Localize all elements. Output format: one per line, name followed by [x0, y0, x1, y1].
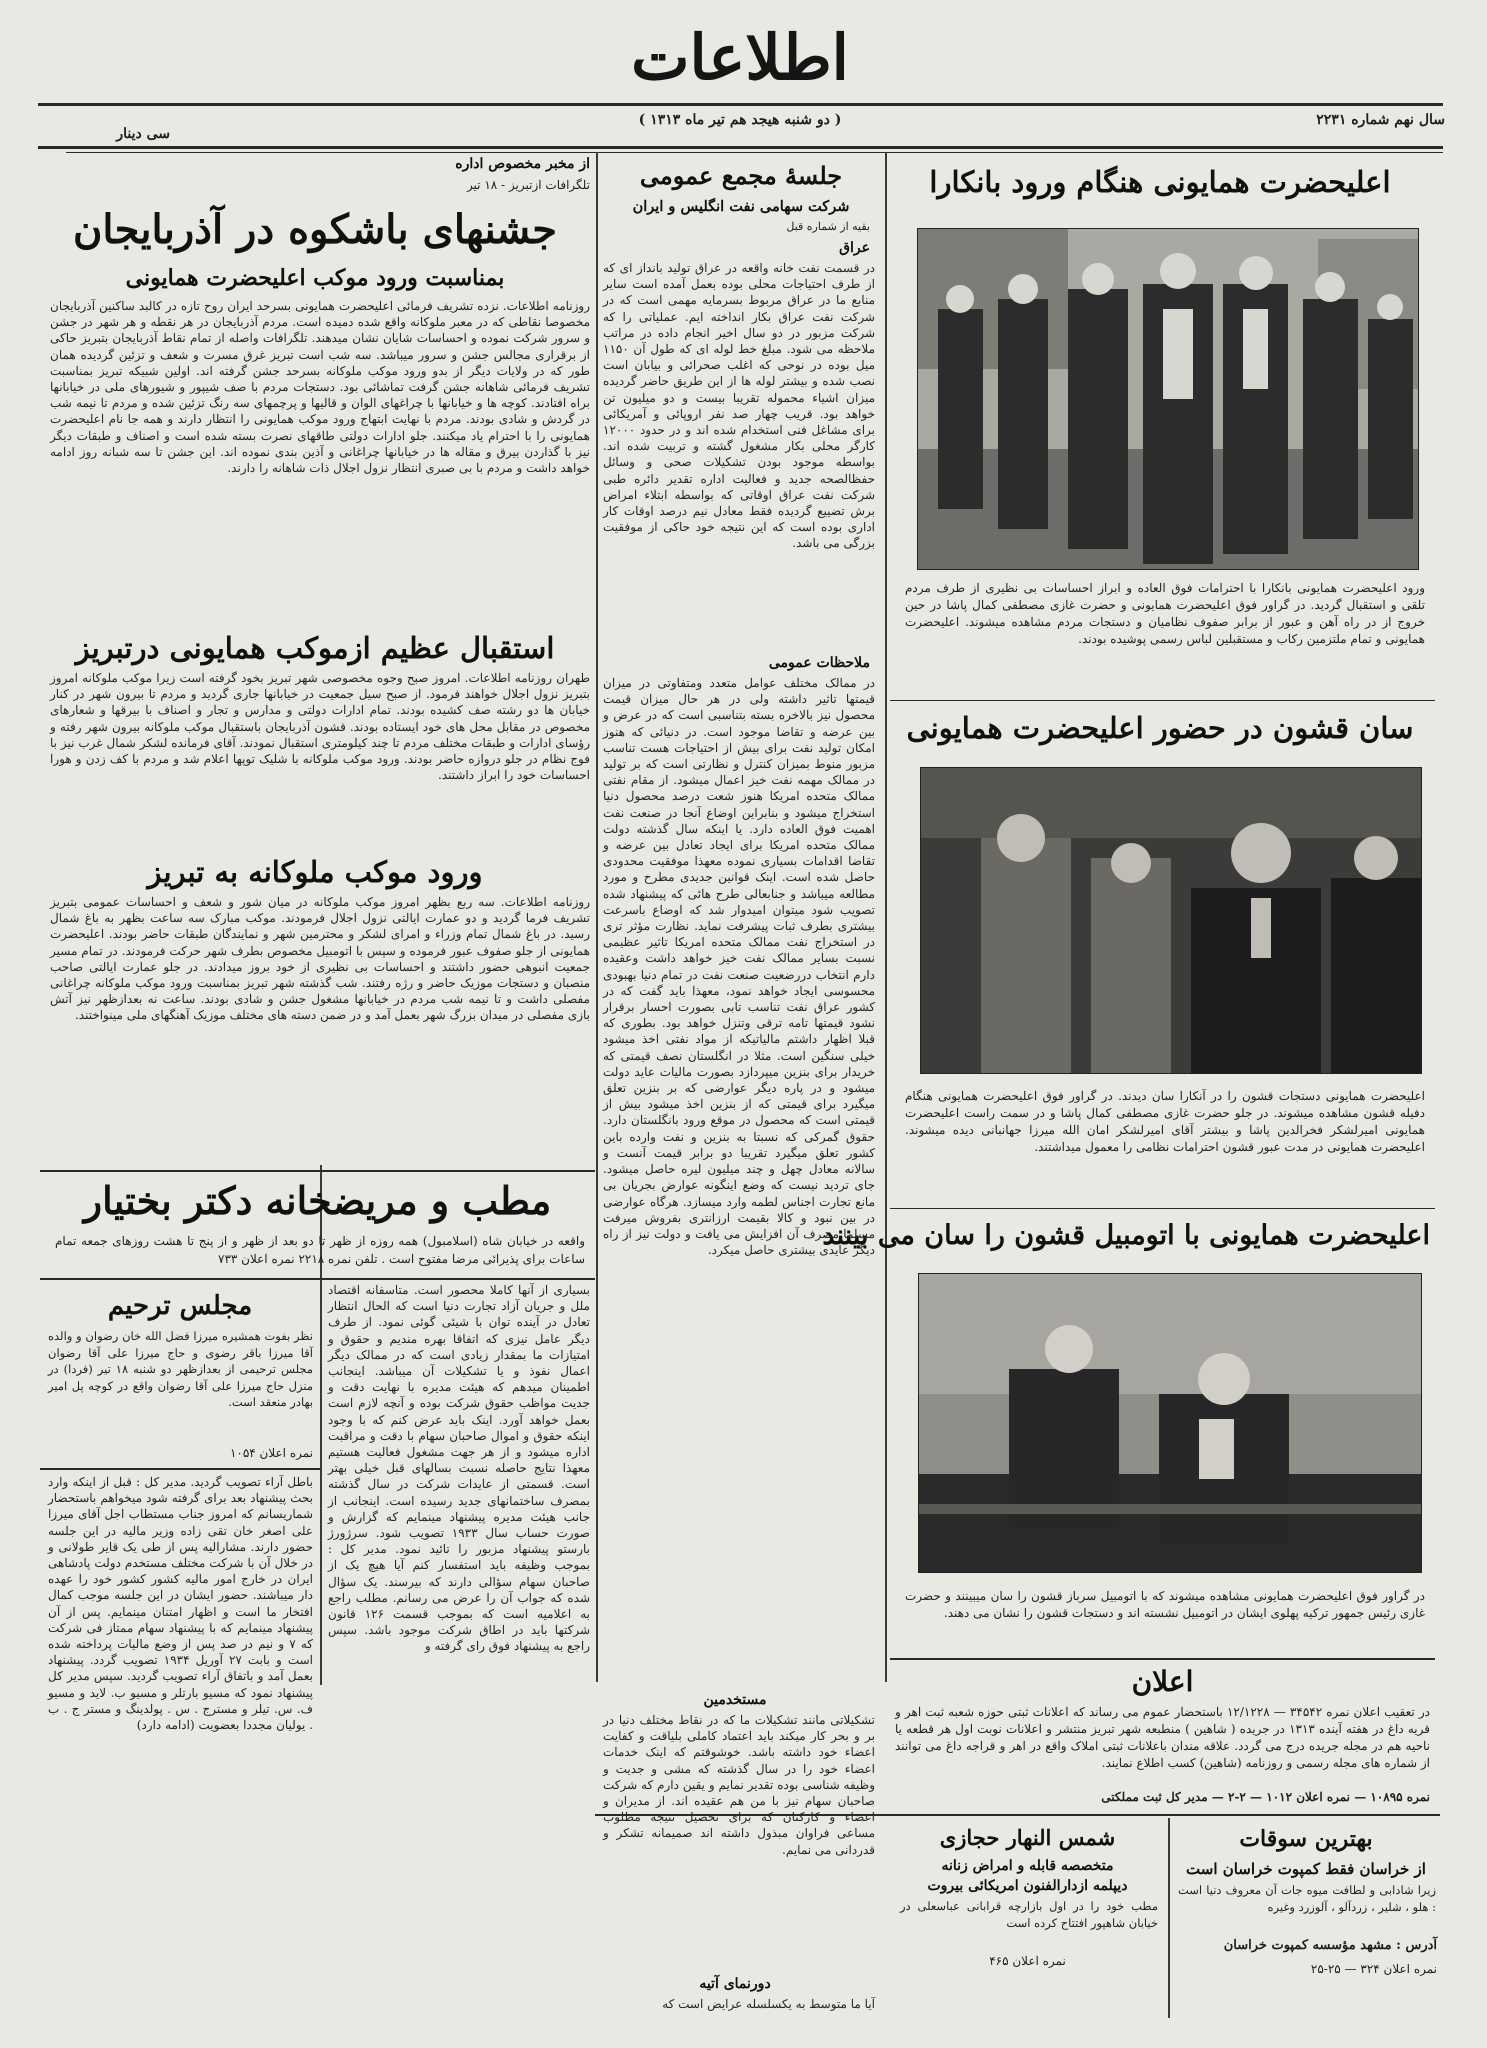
section-outlook: دورنمای آتیه: [699, 1976, 771, 1992]
column-rule-1: [885, 152, 887, 1682]
rule-left-ad-bottom: [40, 1278, 595, 1280]
text-employees: تشکیلاتی مانند تشکیلات ما که در نقاط مختلف دنیا در بر و بحر کار میکند باید اعتماد کاملی بلیاقت و کفایت اعضاء خود داشته باشد. خوشوقتم که اینک خدمات اعضاء خود را در سال گذشته که مشی و جدیت و وظیفه شناسی بوده تقدیر نمایم و یقین دارم که شرکت صاحبان سهام نیز با من هم عقیده اند. از مدیران و اعضاء و کارکنان که برای تحصیل نتیجه مطلوب مساعی فراوان مبذول داشته اند صمیمانه تشکر و قدردانی می نمایم.: [603, 1713, 875, 1857]
headline-army-review: سان قشون در حضور اعلیحضرت همایونی: [906, 711, 1414, 745]
headline-ankara-arrival: اعلیحضرت همایونی هنگام ورود بانکارا: [929, 165, 1391, 199]
source-special-correspondent: از مخبر مخصوص اداره: [455, 156, 590, 172]
rule-right-1: [890, 700, 1435, 701]
tarhim-text: نظر بفوت همشیره میرزا فضل الله خان رضوان و والده آقا میرزا باقر رضوی و حاج میرزا علی آقا رضوان مجلس ترحیمی از بعدازظهر دو شنبه ۱۸ تیر (فردا) در منزل حاج میرزا علی آقا رضوان واقع در کوچه پل امیر بهادر منعقد است.: [48, 1329, 313, 1409]
issue-price: سی دینار: [116, 126, 170, 142]
section-employees: مستخدمین: [703, 1692, 767, 1708]
ad-notice-ref: نمره ۱۰۸۹۵ — نمره اعلان ۱۰۱۲ — ۲-۲ — مدیر کل ثبت مملکتی: [1101, 1790, 1430, 1804]
ad-doctor-f-ref: نمره اعلان ۴۶۵: [989, 1954, 1066, 1968]
headline-car-review: اعلیحضرت همایونی با اتومبیل قشون را سان می بینند: [822, 1220, 1430, 1251]
ad-doctor-f-sub1: متخصصه قابله و امراض زنانه: [941, 1858, 1114, 1874]
rule-tarhim-bottom: [40, 1468, 320, 1470]
text-assembly-continuation-a: باطل آراء تصویب گردید. مدیر کل : قبل از اینکه وارد بحث پیشنهاد بعد برای گرفته شود میخواهم باستحضار شماریسانم که امروز جناب مستطاب اجل آقای میرزا علی اصغر خان تقی زاده وزیر مالیه در این جلسه حضور دارند. مشارالیه پس از طی یک قایر طولانی و در خلال آن با شرکت مختلف مستخدم دولت پادشاهی ایران در خارج امور مالیه کشور کشور خود را عهده دار میباشند. حضور ایشان در این جلسه موجب کمال افتخار ما است و اظهار امتنان مینمایم. پس از آن پیشنهاد مینمایم که با پیشنهاد سهام ممتاز فی شرکت که ۷ و نیم در صد پس از وضع مالیات پرداخته شده است و بابت ۲۷ آوریل ۱۹۳۴ تصویب گردد. پیشنهاد بعمل آمد و باتفاق آراء تصویب گردید. سپس مدیر کل پیشنهاد نمود که مسیو بارتلر و مسیو ب. لاید و مسیو ف. س. تیلر و مسترج . س . پولدینگ و مستر ج . ب . یولیان مجددا بعضویت (ادامه دارد): [48, 1475, 313, 1733]
rule-ads-divider: [1168, 1818, 1170, 2018]
headline-general-assembly: جلسهٔ مجمع عمومی: [639, 161, 843, 190]
rule-right-2: [890, 1208, 1435, 1209]
telegram-dateline: تلگرافات ازتبریز - ۱۸ تیر: [466, 178, 590, 192]
ad-doctor-f-text: مطب خود را در اول بازارچه قرابانی عباسعلی در خیابان شاهپور افتتاح کرده است: [900, 1899, 1158, 1930]
photo-army-review: [920, 767, 1422, 1074]
ad-sogat-title: بهترین سوقات: [1239, 1826, 1373, 1852]
ad-notice-title: اعلان: [1131, 1665, 1194, 1698]
ad-sogat-addr: آدرس : مشهد مؤسسه کمپوت خراسان: [1223, 1938, 1437, 1953]
ad-notice-text: در تعقیب اعلان نمره ۳۴۵۴۲ — ۱۲/۱۲۲۸ باستحضار عموم می رساند که اعلانات ثبتی حوزه شعبه ثبت اهر و قریه داغ در هفته آینده ۱۳۱۳ در جریده ( شاهین ) منطبعه شهر تبریز منتشر و اعلانات نوبت اول هر قطعه یا ناحیه هم در مجله جریده درج می گردد. علاقه مندان باعلانات ثبتی املاک واقع در اهر و قراجه داغ می توانند از شماره های مجله رسمی و روزنامه (شاهین) کسب اطلاع نمایند.: [895, 1705, 1431, 1770]
tarhim-ref: نمره اعلان ۱۰۵۴: [229, 1446, 313, 1460]
headline-azerbaijan-festivities: جشنهای باشکوه در آذربایجان: [73, 206, 557, 253]
masthead-title: اطلاعات: [631, 21, 849, 94]
ad-doctor-bakhtiar-text: واقعه در خیابان شاه (اسلامبول) همه روزه از ظهر تا دو بعد از ظهر و از پنج تا هشت روزهای جمعه تمام ساعات برای پذیرائی مرضا مفتوح است . تلفن نمره ۲۲۱۸ نمره اعلان ۷۳۳: [55, 1234, 585, 1266]
tarhim-title: مجلس ترحیم: [107, 1291, 253, 1321]
text-azerbaijan-festivities: روزنامه اطلاعات. نزده تشریف فرمائی اعلیحضرت همایونی بسرحد ایران روح تازه در کالبد ساکنین آذربایجان مخصوصا نقاطی که در معبر ملوکانه واقع شده دمیده است. مردم آذربایجان در هر نقطه و هر شهر در جشن و سرور شرکت نموده و احساسات شایان نشان میدهند. تلگرافات واصله از تمام نقاط آذربایجان بتبریز حاکی از برقراری مجالس جشن و سرور میباشد. سه شب است تبریز غرق مسرت و شعف و تزئین گردیده همان طور که در ولایات دیگر از بدو ورود موکب ملوکانه بسرحد جشن گرفته اند. اولین شبیکه تبریز بمناسبت تشریف فرمائی شاهانه جشن گرفت تماشائی بود. دستجات مردم با صف شیپور و شیورهای ملی در خیابانها براه افتادند. کوچه ها و خیابانها با چراغهای الوان و قالیها و پرچمهای سه رنگ تزئین شده و مردم تا نیمه شب در گردش و شادی بودند. مردم با نهایت ابتهاج ورود موکب همایونی را انتظار دارند و همه جا نام اعلیحضرت همایونی را با احترام یاد میکنند. جلو ادارات دولتی طاقهای نصرت بسته شده است و اصناف و طبقات دیگر نیز با گذاردن بیرق و مقاله ها در خیابانها چراغانی و آذین بندی نموده اند. این جشن تا سه شبانه روز ادامه خواهد داشت و مردم با بی صبری انتظار نزول اجلال ذات شاهانه را دارند.: [50, 299, 591, 476]
masthead-rule-top: [38, 103, 1443, 106]
photo-car-review: [918, 1273, 1422, 1573]
ad-doctor-f-sub2: دیپلمه ازدارالفنون امریکائی بیروت: [927, 1878, 1128, 1894]
continued-from-note: بقیه از شماره قبل: [786, 220, 870, 233]
photo-arrival-ankara: [917, 228, 1419, 570]
subhead-anglo-persian: شرکت سهامی نفت انگلیس و ایران: [632, 198, 850, 215]
subhead-royal-arrival: بمناسبت ورود موکب اعلیحضرت همایونی: [125, 265, 505, 291]
text-royal-entry-tabriz: روزنامه اطلاعات. سه ربع بظهر امروز موکب ملوکانه در میان شور و شعف و احساسات عمومی بتبریز تشریف فرما گردید و دو عمارت ایالتی نزول اجلال فرمودند. موکب مبارک سه ساعت بظهر به باغ شمال رسید. در باغ شمال تمام وزراء و امرای لشکر و محترمین شهر و نمایندگان طبقات حاضر بودند. اعلیحضرت همایونی از جلو صفوف عبور فرموده و سپس با اتومبیل مخصوص بطرف شهر حرکت فرمودند. در تمام مسیر جمعیت انبوهی حضور داشتند و احساسات بی نظیری از خود بروز میدادند. در جلو عمارت ایالتی صاحب منصبان و دستجات موزیک حاضر و رژه رفتند. شب گذشته شهر تبریز بمناسبت ورود موکب ملوکانه چراغانی مفصلی داشت و تا نیمه شب مردم در خیابانها مشغول جشن و شادی بودند. ساعت نه بعدازظهر نیز آتش بازی مفصلی در میدان بزرگ شهر بعمل آمد و در ضمن دسته های مختلف موزیک آهنگهای ملی مینواختند.: [50, 895, 590, 1023]
section-iraq: عراق: [839, 240, 870, 256]
column-rule-2: [596, 152, 598, 1682]
caption-ankara-arrival: ورود اعلیحضرت همایونی بانکارا با احترامات فوق العاده و ابراز احساسات بی نظیری از طرف مردم تلقی و استقبال گردید. در گراور فوق اعلیحضرت همایونی و حضرت غازی مصطفی کمال پاشا در حین خروج از در راه آهن و عبور از برابر صفوف نظامیان و دستجات مردم مشاهده میشوند. اعلیحضرت همایونی و تمام ملتزمین رکاب و مستقبلین لباس رسمی پوشیده بودند.: [905, 581, 1425, 646]
rule-right-3: [890, 1658, 1435, 1660]
text-iraq: در قسمت نفت خانه واقعه در عراق تولید بانداز ای که از طرف احتیاجات محلی بوده بعمل آمده است سایر منابع ما در عراق مربوط بسرمایه مهمی است که در شرکت نفت عراق بکار انداخته ایم. عملیاتی را که شرکت مزبور در دو سال اخیر انجام داده در مراتب ملاحظه می شود. مبلغ خط لوله ای که طول آن ۱۱۵۰ میل بوده در نوحی که اغلب صحرائی و بیابان است نصب شده و بیشتر لوله ها از این طریق حاضر گردیده میزان اشیاء محموله تقریبا بیست و دو میلیون تن خواهد بود. قریب چهار صد نفر اروپائی و آمریکائی برای مشاغل فنی استخدام شده اند و در حدود ۱۲۰۰۰ کارگر محلی بکار مشغول گشته و تربیت شده اند. بواسطه موجود بودن تشکیلات صحی و وسائل حفظالصحه جدید و فعالیت اداره تقدیر دائره طبی شرکت نفت عراق اوقاتی که بواسطه ابتلاء امراض برش تضییع گردیده فقط معادل نیم درصد اوقات کار اداری بوده است که این نتیجه خود حاکی از موفقیت بزرگی می باشد.: [603, 261, 875, 551]
text-assembly-continuation-b: بسیاری از آنها کاملا محصور است. متاسفانه اقتصاد ملل و جریان آزاد تجارت دنیا است که الحال انتظار تعادل در آینده توان با شیئی گوئی نمود. از طرف دیگر عامل نیزی که اتفاقا بهره مندیم و حقوق و امتیازات ما بمقدار زیادی است که در ممالک دیگر اعمال نفوذ و یا تشکیلات آن میباشد. اینجانب اطمینان میدهم که هیئت مدیره با نهایت دقت و جدیت مواظب حقوق شرکت بوده و آنچه لازم است بعمل خواهد آورد. اینک باید عرض کنم که با وجود اینکه حقوق و اموال صاحبان سهام با دقت و مراقبت اداره میشود و از هر جهت مشغول فعالیت هستیم معهذا نتایج حاصله نسبت بسالهای قبل خیلی بهتر است. قسمتی از عایدات شرکت در سال گذشته بمصرف ساختمانهای جدید رسیده است. اینجانب از جانب هیئت مدیره پیشنهاد مینمایم که گزارش و صورت حساب سال ۱۹۳۳ تصویب شود. سرژورژ بارستو پیشنهاد مزبور را تائید نمود. مدیر کل : بموجب وظیفه باید استفسار کنم آیا هیچ یک از صاحبان سهام سؤالی دارند که بیرسند. یک سؤال شده که جواب آن را عرض می رسانم. مطلب راجع به اعلامیه است که بموجب قسمت ۱۲۶ قانون شرکتها باید در اطاق شرکت موجود باشد. سپس راجع به پیشنهاد فوق رای گرفته و: [328, 1283, 590, 1654]
ad-doctor-f-title: شمس النهار حجازی: [939, 1825, 1116, 1850]
ad-sogat-sub: از خراسان فقط کمپوت خراسان است: [1186, 1860, 1426, 1878]
ad-sogat-ref: نمره اعلان ۳۲۴ — ۲۵-۲۵: [1310, 1962, 1437, 1976]
text-general-remarks: در ممالک مختلف عوامل متعدد ومتفاوتی در میزان قیمتها تاثیر داشته ولی در هر حال میزان قیمت محصول نیز بالاخره بسته بتناسبی است که در عرض و بین عرضه و تقاضا موجود است. در دنیائی که هنوز امکان تولید نفت برای بیش از احتیاجات هست تناسب مزبور منوط بمیزان کنترل و نظارتی است که بر تولید در ممالک مهمه نفت خیز اعمال میشود. از مقام نفتی ممالک متحده امریکا هنوز شعت درصد محصول دنیا استخراج میشود و بنابراین اوضاع آنجا در صنعت نفت اهمیت فوق العاده دارد. یا اینکه سال گذشته دولت ممالک متحده امریکا برای ایجاد تعادل بین عرضه و تقاضا اقدامات بسیاری نموده معهذا موفقیت محدودی حاصل شده است. اینک قوانین جدیدی مطرح و مورد مطالعه میباشد و جنابعالی طرح هائی که پیشنهاد شده تصویب شود میتوان امیدوار شد که اوضاع باسرعت بیشتری بطرف ثبات پیشرفت نماید. نظارت مؤثر تری در استخراج نفت ممالک متحده امریکا تاثیر عظیمی نسبت بسایر ممالک نفت خیز خواهد داشت وعقیده دارم انتخاب دررضعیت صنعت نفت در تمام دنیا بهبودی محسوسی ایجاد خواهد نمود، معهذا باید گفت که در کشور عراق نفت تناسب تابی بصورت احسار برقرار نشود قیمتها تامه ترقی وتنزل خواهد بود. بطوری که قبلا اظهار داشتم مالیاتیکه از مواد نفتی اخذ میشود خیلی سنگین است. مثلا در انگلستان نصف قیمتی که خریدار برای بنزین میپردازد بصورت مالیات عاید دولت میشود و در پاره دیگر عوارضی که بر بنزین تعلق میگیرد برای قیمتی که از بنزین اخذ میشود بیش از قیمتی است که محصول در موقع ورود بانگلستان دارد. حقوق گمرکی که نسبتا به بنزین و نفت وارده باین کشور تعلق میگیرد تقریبا دو برابر قیمت آنست و سالانه معادل چهل و چند میلیون لیره حاصل میشود. جای تردید نیست که وضع اینگونه عوارض بجریان بی مانع تجارت اجناس لطمه وارد میسازد. هرگاه عوارضی در بین نبود و کالا بقیمت ارزانتری بفروش میرفت مسلما مصرف آن افزایش می یافت و دولت نیز از راه دیگر عایدی بیشتری حاصل میکرد.: [603, 676, 875, 1258]
text-outlook: آیا ما متوسط به یکسلسله عرایض است که: [662, 1997, 875, 2011]
section-general-remarks: ملاحظات عمومی: [768, 655, 870, 671]
ad-sogat-text: زیرا شادابی و لطافت میوه جات آن معروف دنیا است : هلو ، شلیر ، زردآلو ، آلوزرد وغیره: [1178, 1883, 1436, 1914]
caption-car-review: در گراور فوق اعلیحضرت همایونی مشاهده میشوند که با اتومبیل سرباز قشون را سان میبینند و حضرت غازی رئیس جمهور ترکیه پهلوی ایشان در اتومبیل نشسته اند و دستجات قشون را نشان می دهند.: [905, 1589, 1425, 1620]
headline-royal-entry-tabriz: ورود موکب ملوکانه به تبریز: [147, 855, 483, 889]
masthead-rule-bottom2: [66, 152, 1443, 153]
ad-doctor-bakhtiar-title: مطب و مریضخانه دکتر بختیار: [83, 1178, 552, 1223]
headline-tabriz-reception: استقبال عظیم ازموکب همایونی درتبریز: [75, 631, 555, 665]
text-tabriz-reception: طهران روزنامه اطلاعات. امروز صبح وجوه مخصوصی شهر تبریز بخود گرفته است زیرا موکب ملوکانه امروز بتبریز نزول اجلال خواهند فرمود. از صبح سیل جمعیت در خیابانها جاری گردید و مردم تا بیرون شهر در کنار خیابان ها دو رشته صف کشیده بودند. تمام ادارات دولتی و مدارس و تجار و اصناف با بیرقها و شعارهای مخصوص در مقابل محل های خود ایستاده بودند. قشون آذربایجان باستقبال موکب ملوکانه بیرون شهر رفته و رؤسای ادارات و طبقات مختلف مردم تا چند کیلومتری استقبال نمودند. آقای فرمانده لشکر شمال غرب نیز با فوج نظام در جلو دروازه حاضر بودند. ورود موکب ملوکانه با شلیک توپها اعلام شد و مردم با کف زدن و هورا احساسات خود را ابراز داشتند.: [50, 671, 590, 783]
masthead-rule-bottom: [38, 146, 1443, 149]
caption-army-review: اعلیحضرت همایونی دستجات قشون را در آنکارا سان دیدند. در گراور فوق اعلیحضرت همایونی هنگام دفیله قشون مشاهده میشوند. در جلو حضرت غازی مصطفی کمال پاشا و در سمت راست اعلیحضرت همایونی امیرلشکر فخرالدین پاشا و بیشتر آقای امیرلشکر امان الله میرزا جهانبانی دیده میشوند. اعلیحضرت همایونی در مدت عبور قشون احترامات نظامی را معمول میداشتند.: [905, 1089, 1425, 1154]
issue-date: ( دو شنبه هیجد هم تیر ماه ۱۳۱۳ ): [638, 112, 842, 128]
issue-number: سال نهم شماره ۲۲۳۱: [1316, 112, 1445, 128]
